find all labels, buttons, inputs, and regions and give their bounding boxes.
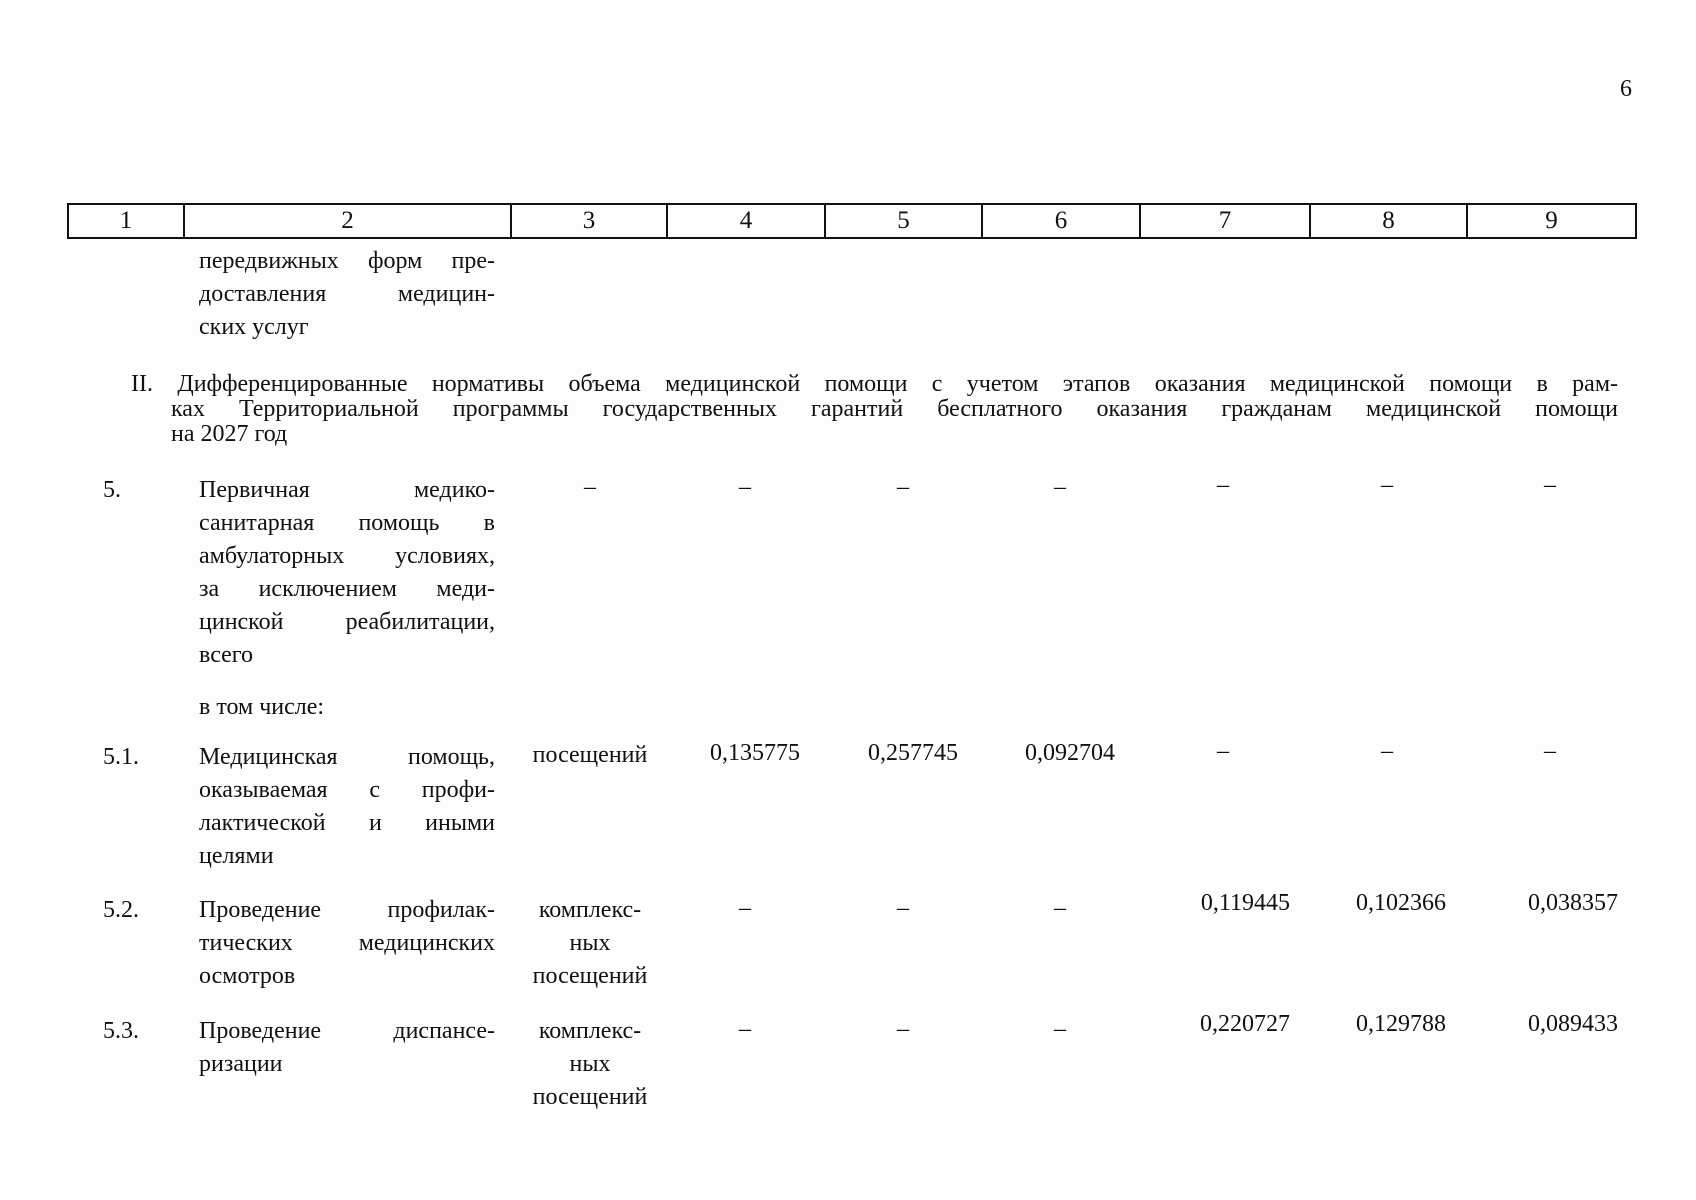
row-name (199, 1015, 495, 1081)
subtotal-note: в том числе: (199, 694, 325, 720)
section-heading-line: на 2027 год (171, 421, 288, 447)
row-unit-line: посещений (532, 963, 648, 989)
cell-col-4: 0,135775 (710, 740, 800, 766)
cell-col-5: 0,257745 (868, 740, 958, 766)
cell-col-6: 0,092704 (1025, 740, 1115, 766)
row-unit (510, 1015, 670, 1114)
row-name-line: амбулаторных условиях, (199, 543, 495, 569)
cell-col-9: – (1544, 738, 1556, 764)
row-unit-line: комплекс- (538, 1018, 642, 1044)
cell-col-7: – (1217, 472, 1229, 498)
row-unit-line: комплекс- (538, 897, 642, 923)
row-name-line: за исключением меди- (199, 576, 495, 602)
cell-col-8: – (1381, 738, 1393, 764)
row-name-line: санитарная помощь в (199, 510, 495, 536)
cell-col-8: 0,102366 (1356, 890, 1446, 916)
cell-col-7: – (1217, 738, 1229, 764)
row-number: 5.3. (103, 1018, 139, 1044)
row-name-line: осмотров (199, 963, 296, 989)
row-name-line: оказываемая с профи- (199, 777, 495, 803)
row-name-line: Проведение профилак- (199, 897, 495, 923)
header-col-1: 1 (68, 204, 184, 238)
continuation-line: доставления медицин- (199, 281, 495, 307)
cell-col-9: 0,089433 (1528, 1011, 1618, 1037)
header-col-6: 6 (982, 204, 1140, 238)
row-name (199, 474, 495, 672)
row-name-line: лактической и иными (199, 810, 495, 836)
row-unit-line: ных (569, 1051, 611, 1077)
row-name-line: цинской реабилитации, (199, 609, 495, 635)
cell-col-5: – (897, 895, 909, 921)
continuation-text (199, 245, 495, 344)
row-unit-line: ных (569, 930, 611, 956)
header-col-9: 9 (1467, 204, 1636, 238)
row-number: 5. (103, 477, 121, 503)
header-col-7: 7 (1140, 204, 1310, 238)
cell-col-5: – (897, 474, 909, 500)
row-name-line: ризации (199, 1051, 283, 1077)
column-number-header (67, 203, 1637, 239)
cell-col-9: – (1544, 472, 1556, 498)
row-name-line: Первичная медико- (199, 477, 495, 503)
row-name-line: целями (199, 843, 274, 869)
cell-col-4: – (739, 1016, 751, 1042)
continuation-line: передвижных форм пре- (199, 248, 495, 274)
continuation-line: ских услуг (199, 314, 309, 340)
section-heading-line: II. Дифференцированные нормативы объема медицинской помощи с учетом этапов оказания медицинской помощи в рам- (131, 371, 1618, 397)
row-name-line: Медицинская помощь, (199, 744, 495, 770)
row-name (199, 894, 495, 993)
header-col-4: 4 (667, 204, 825, 238)
row-name-line: Проведение диспансе- (199, 1018, 495, 1044)
row-name-line: тических медицинских (199, 930, 495, 956)
cell-col-5: – (897, 1016, 909, 1042)
header-col-3: 3 (511, 204, 667, 238)
cell-col-6: – (1054, 895, 1066, 921)
cell-col-6: – (1054, 1016, 1066, 1042)
row-unit: – (584, 474, 596, 500)
section-heading-line: ках Территориальной программы государственных гарантий бесплатного оказания гражданам медицинской помощи (171, 396, 1618, 422)
cell-col-7: 0,220727 (1200, 1011, 1290, 1037)
row-unit (510, 894, 670, 993)
row-unit: посещений (532, 742, 648, 768)
cell-col-9: 0,038357 (1528, 890, 1618, 916)
row-name-line: всего (199, 642, 254, 668)
cell-col-4: – (739, 474, 751, 500)
row-unit-line: посещений (532, 1084, 648, 1110)
cell-col-8: – (1381, 472, 1393, 498)
row-number: 5.2. (103, 897, 139, 923)
page-number: 6 (1620, 76, 1632, 102)
cell-col-8: 0,129788 (1356, 1011, 1446, 1037)
row-name (199, 741, 495, 873)
section-heading (131, 372, 1618, 447)
row-number: 5.1. (103, 744, 139, 770)
header-col-5: 5 (825, 204, 982, 238)
cell-col-4: – (739, 895, 751, 921)
header-col-2: 2 (184, 204, 511, 238)
cell-col-6: – (1054, 474, 1066, 500)
header-col-8: 8 (1310, 204, 1467, 238)
cell-col-7: 0,119445 (1200, 890, 1290, 916)
